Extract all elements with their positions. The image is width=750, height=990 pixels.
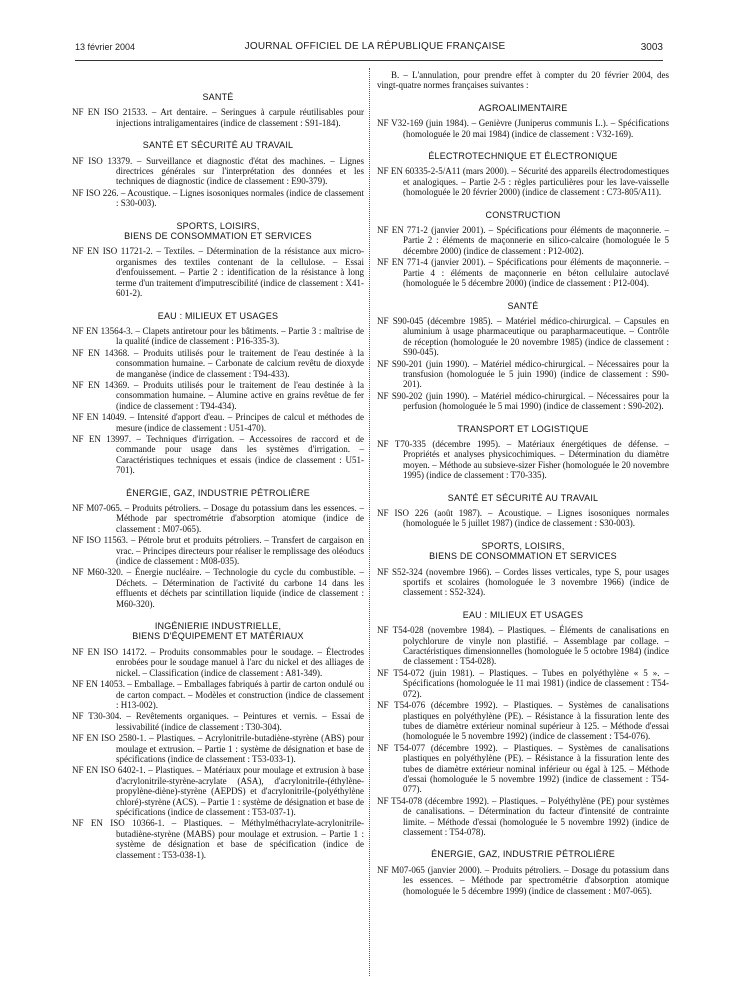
header-title: JOURNAL OFFICIEL DE LA RÉPUBLIQUE FRANÇAISE: [244, 41, 506, 52]
standard-entry: NF EN 13997. – Techniques d'irrigation. – Accessoires de raccord et de commande pour usage dans les systèmes d'irrigation. – Caractéristiques techniques et essais (indice de classement : U51-701).: [72, 433, 364, 476]
standard-entry: NF EN ISO 6402-1. – Plastiques. – Matériaux pour moulage et extrusion à base d'acrylonitrile-styrène-acrylate (ASA), d'acrylonitrile-(éthylène-propylène-diène)-styrène (AEPDS) et d'acrylonitrile-(polyéthylène chloré)-styrène (ACS). – Partie 1 : système de désignation et base de spécifications (indice de classement : T53-037-1).: [72, 765, 364, 817]
standard-entry: NF T70-335 (décembre 1995). – Matériaux énergétiques de défense. – Propriétés et analyses physicochimiques. – Détermination du diamètre moyen. – Méthode au subsieve-sizer Fisher (homologuée le 20 novembre 1995) (indice de classement : T70-335).: [377, 438, 669, 481]
header-rule: [75, 60, 663, 61]
section-heading: SANTÉ ET SÉCURITÉ AU TRAVAIL: [447, 492, 599, 503]
left-column: [72, 70, 364, 861]
section-heading: SANTÉ: [507, 300, 539, 311]
standard-entry: NF EN 14368. – Produits utilisés pour le traitement de l'eau destinée à la consommation humaine. – Carbonate de calcium revêtu de dioxyde de manganèse (indice de classement : T94-433).: [72, 347, 364, 379]
header-date: 13 février 2004: [75, 42, 136, 52]
standard-entry: NF V32-169 (juin 1984). – Genièvre (Juniperus communis L.). – Spécifications (homologuée le 20 mai 1984) (indice de classement : V32-169).: [377, 118, 669, 139]
section-heading: TRANSPORT ET LOGISTIQUE: [457, 423, 589, 434]
standard-entry: NF ISO 13379. – Surveillance et diagnostic d'état des machines. – Lignes directrices générales sur l'interprétation des données et les techniques de diagnostic (indice de classement : E90-379).: [72, 155, 364, 187]
section-heading: SPORTS, LOISIRS, BIENS DE CONSOMMATION ET SERVICES: [124, 220, 312, 242]
standard-entry: NF T54-072 (juin 1981). – Plastiques. – Tubes en polyéthylène « 5 ». – Spécifications (homologuée le 11 mai 1981) (indice de classement : T54-072).: [377, 667, 669, 699]
standard-entry: NF EN 771-2 (janvier 2001). – Spécifications pour éléments de maçonnerie. – Partie 2 : éléments de maçonnerie en silico-calcaire (homologuée le 5 décembre 2000) (indice de classement : P12-002).: [377, 225, 669, 256]
section-heading: SANTÉ: [202, 92, 234, 102]
section-heading: SANTÉ ET SÉCURITÉ AU TRAVAIL: [142, 140, 294, 151]
section-heading: EAU : MILIEUX ET USAGES: [462, 609, 584, 620]
section-heading: EAU : MILIEUX ET USAGES: [157, 310, 279, 321]
standard-entry: NF ISO 226 (août 1987). – Acoustique. – Lignes isosoniques normales (homologuée le 5 juillet 1987) (indice de classement : S30-003).: [377, 508, 669, 529]
standard-entry: NF EN 14049. – Intensité d'apport d'eau. – Principes de calcul et méthodes de mesure (indice de classement : U51-470).: [72, 412, 364, 433]
standard-entry: NF M60-320. – Énergie nucléaire. – Technologie du cycle du combustible. – Déchets. – Détermination de l'activité du carbone 14 dans les effluents et déchets par scintillation liquide (indice de classement : M60-320).: [72, 567, 364, 609]
standard-entry: NF T54-078 (décembre 1992). – Plastiques. – Polyéthylène (PE) pour systèmes de canalisations. – Détermination du facteur d'intensité de contrainte limite. – Méthode d'essai (homologuée le 5 novembre 1992) (indice de classement : T54-078).: [377, 795, 669, 837]
section-heading: AGROALIMENTAIRE: [478, 102, 568, 113]
standard-entry: NF T30-304. – Revêtements organiques. – Peintures et vernis. – Essai de lessivabilité (indice de classement : T30-304).: [72, 711, 364, 732]
standard-entry: NF T54-028 (novembre 1984). – Plastiques. – Éléments de canalisations en polychlorure de vinyle non plastifié. – Assemblage par collage. – Caractéristiques dimensionnelles (homologuée le 5 octobre 1984) (indice de classement : T54-028).: [377, 625, 669, 667]
standard-entry: NF EN ISO 2580-1. – Plastiques. – Acrylonitrile-butadiène-styrène (ABS) pour moulage et extrusion. – Partie 1 : système de désignation et base de spécifications (indice de classement : T53-033-1).: [72, 733, 364, 764]
standard-entry: NF EN ISO 21533. – Art dentaire. – Seringues à carpule réutilisables pour injections intraligamentaires (indice de classement : S91-184).: [72, 107, 364, 128]
standard-entry: NF M07-065 (janvier 2000). – Produits pétroliers. – Dosage du potassium dans les essences. – Méthode par spectrométrie d'absorption atomique (homologuée le 5 décembre 1999) (indice de classement : M07-065).: [377, 864, 669, 896]
standard-entry: NF S52-324 (novembre 1966). – Cordes lisses verticales, type S, pour usages sportifs et scolaires (homologuée le 3 novembre 1966) (indice de classement : S52-324).: [377, 566, 669, 598]
standard-entry: NF S90-045 (décembre 1985). – Matériel médico-chirurgical. – Capsules en aluminium à usage pharmaceutique ou parapharmaceutique. – Contrôle de réception (homologuée le 20 novembre 1985) (indice de classement : S90-045).: [377, 315, 669, 358]
standard-entry: NF EN ISO 10366-1. – Plastiques. – Méthylméthacrylate-acrylonitrile-butadiène-styrène (MABS) pour moulage et extrusion. – Partie 1 : système de désignation et base de spécification (indice de classement : T53-038-1).: [72, 818, 364, 860]
standard-entry: NF ISO 11563. – Pétrole brut et produits pétroliers. – Transfert de cargaison en vrac. – Principes directeurs pour réaliser le remplissage des oléoducs (indice de classement : M08-035).: [72, 535, 364, 567]
standard-entry: NF T54-076 (décembre 1992). – Plastiques. – Systèmes de canalisations plastiques en polyéthylène (PE). – Résistance à la fissuration lente des tubes de diamètre extérieur nominal supérieur à 125. – Méthode d'essai (homologuée le 5 novembre 1992) (indice de classement : T54-076).: [377, 700, 669, 742]
section-heading: ÉNERGIE, GAZ, INDUSTRIE PÉTROLIÈRE: [126, 487, 310, 498]
standard-entry: NF ISO 226. – Acoustique. – Lignes isosoniques normales (indice de classement : S30-003).: [72, 187, 364, 209]
standard-entry: NF S90-201 (juin 1990). – Matériel médico-chirurgical. – Nécessaires pour la transfusion (homologuée le 5 juin 1990) (indice de classement : S90-201).: [377, 358, 669, 390]
section-heading: CONSTRUCTION: [485, 209, 561, 220]
standard-entry: NF EN 14053. – Emballage. – Emballages fabriqués à partir de carton ondulé ou de carton compact. – Modèles et construction (indice de classement : H13-002).: [72, 679, 364, 710]
right-column: [377, 70, 669, 897]
standard-entry: NF EN 14369. – Produits utilisés pour le traitement de l'eau destinée à la consommation humaine. – Alumine active en grains revêtue de fer (indice de classement : T94-434).: [72, 379, 364, 411]
page-header: [0, 40, 750, 56]
column-divider: [369, 68, 370, 976]
standard-entry: NF S90-202 (juin 1990). – Matériel médico-chirurgical. – Nécessaires pour la perfusion (homologuée le 5 mai 1990) (indice de classement : S90-202).: [377, 390, 669, 412]
annulation-intro: B. – L'annulation, pour prendre effet à compter du 20 février 2004, des vingt-quatre normes françaises suivantes :: [377, 70, 669, 91]
section-heading: ÉNERGIE, GAZ, INDUSTRIE PÉTROLIÈRE: [431, 849, 615, 860]
section-heading: ÉLECTROTECHNIQUE ET ÉLECTRONIQUE: [428, 151, 618, 162]
section-heading: INGÉNIERIE INDUSTRIELLE, BIENS D'ÉQUIPEMENT ET MATÉRIAUX: [132, 621, 304, 642]
header-page-number: 3003: [640, 42, 663, 53]
standard-entry: NF EN ISO 14172. – Produits consommables pour le soudage. – Électrodes enrobées pour le soudage manuel à l'arc du nickel et des alliages de nickel. – Classification (indice de classement : A81-349).: [72, 646, 364, 678]
standard-entry: NF EN ISO 11721-2. – Textiles. – Détermination de la résistance aux micro-organismes des textiles contenant de la cellulose. – Essai d'enfouissement. – Partie 2 : identification de la résistance à long terme d'un traitement d'imputrescibilité (indice de classement : X41-601-2).: [72, 246, 364, 299]
section-heading: SPORTS, LOISIRS, BIENS DE CONSOMMATION ET SERVICES: [429, 540, 617, 562]
standard-entry: NF EN 60335-2-5/A11 (mars 2000). – Sécurité des appareils électrodomestiques et analogiques. – Partie 2-5 : règles particulières pour les lave-vaisselle (homologuée le 20 février 2000) (indice de classement : C73-805/A11).: [377, 166, 669, 198]
standard-entry: NF EN 13564-3. – Clapets antiretour pour les bâtiments. – Partie 3 : maîtrise de la qualité (indice de classement : P16-335-3).: [72, 325, 364, 347]
standard-entry: NF M07-065. – Produits pétroliers. – Dosage du potassium dans les essences. – Méthode par spectrométrie d'absorption atomique (indice de classement : M07-065).: [72, 503, 364, 534]
standard-entry: NF T54-077 (décembre 1992). – Plastiques. – Systèmes de canalisations plastiques en polyéthylène (PE). – Résistance à la fissuration lente des tubes de diamètre extérieur nominal inférieur ou égal à 125. – Méthode d'essai (homologuée le 5 novembre 1992) (indice de classement : T54-077).: [377, 742, 669, 795]
standard-entry: NF EN 771-4 (janvier 2001). – Spécifications pour éléments de maçonnerie. – Partie 4 : éléments de maçonnerie en béton cellulaire autoclavé (homologuée le 5 décembre 2000) (indice de classement : P12-004).: [377, 257, 669, 289]
